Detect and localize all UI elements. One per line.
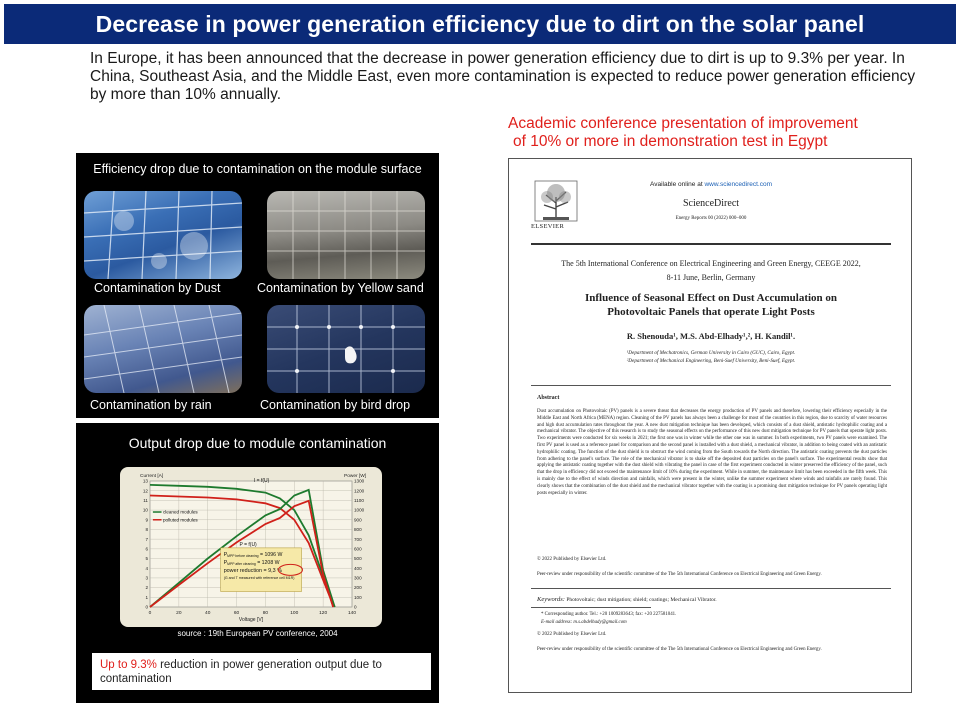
dust-photo	[84, 191, 242, 279]
photo-caption-rain: Contamination by rain	[90, 398, 212, 412]
corresponding-author-email: E-mail address: m.s.abdelhady@gmail.com	[541, 620, 627, 625]
abstract-heading: Abstract	[537, 395, 560, 401]
copyright-line-2: © 2022 Published by Elsevier Ltd.	[537, 632, 607, 637]
keywords-rule	[531, 588, 891, 589]
y-left-tick-label: 10	[142, 507, 148, 513]
paper-first-page	[508, 158, 912, 693]
legend-label-polluted: polluted modules	[162, 517, 198, 523]
paper-title-line2: Photovoltaic Panels that operate Light Posts	[607, 306, 815, 318]
y-right-tick-label: 900	[354, 517, 362, 523]
photo-caption-dust: Contamination by Dust	[94, 281, 221, 295]
y-right-tick-label: 700	[354, 536, 362, 542]
keywords	[537, 596, 717, 603]
y-left-tick-label: 5	[145, 556, 148, 562]
annotation-line-1: $P_{MPP before cleaning} = 1096$ W	[223, 551, 283, 559]
y-left-tick-label: 4	[145, 565, 148, 571]
curve-label-current: I = f(U)	[253, 477, 270, 484]
conference-line2: 8-11 June, Berlin, Germany	[666, 273, 756, 282]
corresponding-author-phone: * Corresponding author. Tel.: +20 1009283643; fax: +20 227581041.	[541, 612, 677, 617]
reduction-text: reduction in power generation output due to contamination	[100, 659, 382, 685]
rain-photo	[84, 305, 242, 393]
y-right-tick-label: 1000	[354, 507, 365, 513]
paper-authors: R. Shenouda¹, M.S. Abd-Elhady¹,², H. Kandil¹.	[626, 331, 796, 341]
y-left-tick-label: 1	[145, 594, 148, 600]
x-tick-label: 0	[148, 611, 152, 616]
x-tick-label: 100	[290, 611, 299, 616]
annotation-line-3: power reduction = 9,3 %	[223, 567, 282, 574]
peer-review-line: Peer-review under responsibility of the scientific committee of the The 5th International Conference on Electrical Engineering and Green Energy.	[537, 572, 822, 577]
iv-chart	[120, 467, 382, 627]
y-left-tick-label: 6	[145, 546, 148, 552]
bird-drop-photo	[267, 305, 425, 393]
photo-caption-yellow-sand: Contamination by Yellow sand	[257, 281, 424, 295]
peer-review-line-2: Peer-review under responsibility of the scientific committee of the The 5th International Conference on Electrical Engineering and Green Energy.	[537, 647, 822, 652]
y-right-tick-label: 600	[354, 546, 362, 552]
x-tick-label: 60	[233, 611, 240, 616]
x-tick-label: 40	[205, 611, 211, 616]
x-tick-label: 20	[176, 611, 182, 616]
yellow-sand-photo	[267, 191, 425, 279]
output-drop-panel	[76, 423, 439, 703]
chart-source: source : 19th European PV conference, 2004	[177, 629, 338, 638]
availability-text: Available online at	[649, 181, 705, 188]
annotation-line-4: (G and T measured with reference cell M1R)	[223, 575, 295, 580]
curve-label-power: P = f(U)	[239, 541, 257, 548]
y-left-tick-label: 13	[142, 478, 148, 484]
conference-line1: The 5th International Conference on Electrical Engineering and Green Energy, CEEGE 2022,	[561, 259, 861, 268]
y-left-axis-label: Current [A]	[140, 474, 164, 479]
conference-name	[509, 257, 913, 285]
paper-title	[509, 291, 913, 319]
abstract-body: Dust accumulation on Photovoltaic (PV) panels is a severe threat that decreases the energy production of PV panels and therefore, lowering their efficiency especially in the Middle East and North Africa (MENA) region. Cleaning of the PV panels has always been a challenge for most of the countries in this region, due to scarcity of water resources and high dust accumulation rates throughout the year. A new dust mitigation technique has been developed, which consists of a dust shield, antistatic hydrophilic coating and a mechanical vibrator. The objective of this research is to study the seasonal effects on the performance of this new dust mitigation technique for PV panels that operate light posts. Two experiments were conducted for six weeks in 2021; the first one was in winter while the other one was in summer. In both experiments, two PV panels were examined. The first PV panel is used as a reference panel for comparison and the second panel is installed with a dust shield, a mechanical vibrator, in addition to being coated with an antistatic hydrophilic coating. The function of the dust shield is to obstruct the wind coming from the South towards the North direction. The antistatic coating prevents the dust particles from adhering to the panel's surface. The role of the mechanical vibrator is to shake off the deposited dust particles on the panel's surface. The experimental results show that applying the antistatic coating together with the dust shield with vibrating the panel in case of the first experiment conducted in winter preserved the efficiency of the panel, such that the drop in efficiency did not exceed the maintenance limit of 10% during the experiment. While in summer, the maintenance limit has been exceeded in the fifth week. This is mainly due to the effect of winds direction and rainfalls, which were present in the winter, unlike the summer experiment where winds and rainfalls are rarely found. This clearly shows that the combination of the dust shield and the mechanical vibrator together with the coating is a promising dust mitigation technique for PV panels operating light posts especially in winter.	[537, 409, 887, 496]
photo-caption-bird-drop: Contamination by bird drop	[260, 398, 411, 412]
conference-note-line2: of 10% or more in demonstration test in Egypt	[513, 133, 828, 150]
photos-panel-heading: Efficiency drop due to contamination on the module surface	[93, 162, 422, 176]
y-left-tick-label: 9	[145, 517, 148, 523]
availability-line	[509, 181, 913, 188]
affiliation-2: ²Department of Mechanical Engineering, Beni-Suef University, Beni-Suef, Egypt.	[626, 358, 796, 364]
y-left-tick-label: 12	[142, 488, 148, 494]
y-left-tick-label: 0	[145, 604, 148, 610]
keywords-list: Photovoltaic; dust mitigation; shield; coatings; Mechanical Vibrator.	[564, 597, 717, 603]
y-right-tick-label: 800	[354, 527, 362, 533]
sciencedirect-wordmark: ScienceDirect	[682, 198, 740, 209]
y-right-tick-label: 300	[354, 575, 362, 581]
y-right-tick-label: 400	[354, 565, 362, 571]
page-title: Decrease in power generation efficiency due to dirt on the solar panel	[4, 4, 956, 44]
y-right-tick-label: 1300	[354, 478, 365, 484]
y-left-tick-label: 8	[145, 527, 148, 533]
x-tick-label: 140	[347, 611, 357, 616]
sciencedirect-link[interactable]: www.sciencedirect.com	[704, 181, 772, 188]
copyright-line: © 2022 Published by Elsevier Ltd.	[537, 557, 607, 562]
conference-note-line1: Academic conference presentation of improvement	[508, 115, 858, 132]
intro-text: In Europe, it has been announced that the decrease in power generation efficiency due to dirt is up to 9.3% per year. In China, Southeast Asia, and the Middle East, even more contamination is expected to reduce power generation efficiency by more than 10% annually.	[90, 50, 916, 103]
y-right-tick-label: 0	[354, 604, 357, 610]
x-tick-label: 80	[262, 611, 269, 616]
x-axis-label: Voltage [V]	[238, 617, 264, 623]
reduction-callout	[92, 653, 431, 690]
affiliation-1: ¹Department of Mechatronics, German University in Cairo (GUC), Cairo, Egypt.	[626, 350, 796, 356]
y-left-tick-label: 3	[145, 575, 148, 581]
publisher-name: ELSEVIER	[531, 223, 565, 230]
contamination-photos-panel	[76, 153, 439, 418]
paper-affiliations	[509, 349, 913, 365]
y-right-tick-label: 200	[354, 585, 362, 591]
y-right-tick-label: 1100	[354, 497, 364, 503]
keywords-label: Keywords:	[537, 596, 565, 603]
iv-chart-svg	[120, 467, 382, 627]
y-right-tick-label: 500	[354, 556, 362, 562]
header-rule	[531, 243, 891, 245]
journal-reference: Energy Reports 00 (2022) 000–000	[675, 216, 747, 221]
conference-note	[508, 115, 928, 151]
corresponding-author	[541, 611, 676, 627]
y-right-axis-label: Power [W]	[344, 474, 367, 479]
legend-label-cleaned: cleaned modules	[162, 509, 198, 515]
reduction-highlight: Up to 9.3%	[100, 659, 157, 671]
abstract-rule	[531, 385, 891, 386]
x-tick-label: 120	[319, 611, 328, 616]
paper-title-line1: Influence of Seasonal Effect on Dust Accumulation on	[584, 292, 838, 304]
y-left-tick-label: 7	[145, 536, 148, 542]
y-right-tick-label: 100	[354, 594, 362, 600]
chart-panel-heading: Output drop due to module contamination	[128, 435, 387, 451]
y-left-tick-label: 2	[145, 585, 148, 591]
footnote-rule	[531, 607, 651, 608]
annotation-line-2: $P_{MPP after cleaning} = 1208$ W	[223, 559, 280, 567]
y-right-tick-label: 1200	[354, 488, 365, 494]
y-left-tick-label: 11	[143, 497, 148, 503]
